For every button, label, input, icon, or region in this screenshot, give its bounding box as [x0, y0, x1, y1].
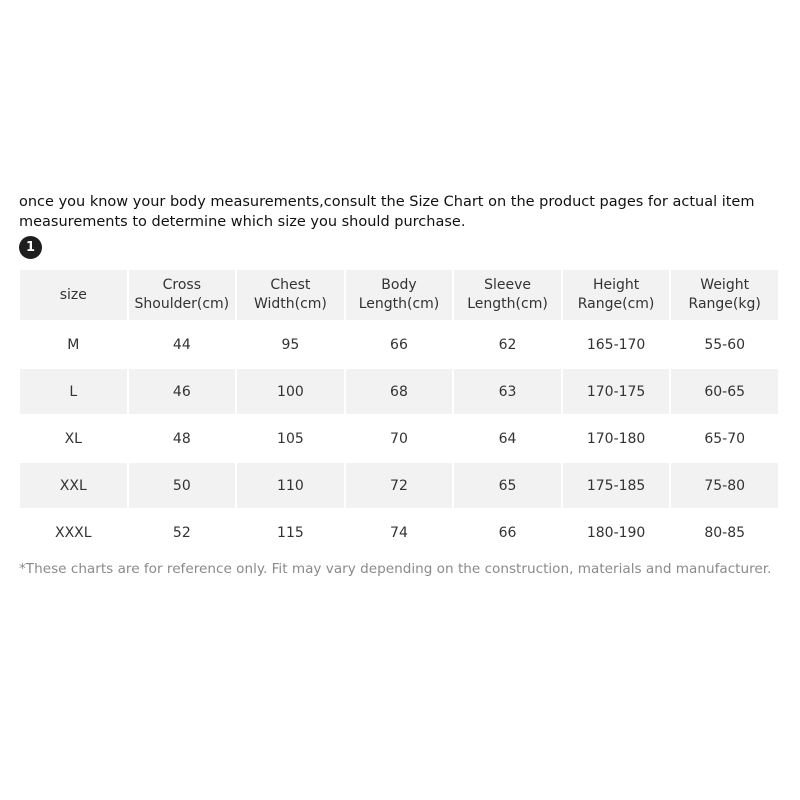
intro-text: once you know your body measurements,consult the Size Chart on the product pages for actual item measurements to determine which size you should purchase.	[19, 194, 755, 230]
cell-body-length: 74	[390, 524, 408, 541]
cell-chest-width: 100	[237, 369, 344, 414]
cell-size: XXL	[20, 463, 127, 508]
cell-height-range: 180-190	[586, 524, 646, 541]
cell-weight-range: 80-85	[704, 524, 746, 541]
header-height-range: Height Range(cm)	[563, 270, 670, 320]
cell-weight-range: 60-65	[671, 369, 778, 414]
cell-chest-width: 105	[277, 430, 304, 447]
cell-chest-width: 95	[281, 336, 300, 353]
cell-sleeve-length: 62	[498, 336, 517, 353]
table-row	[20, 369, 778, 414]
header-size: size	[20, 270, 127, 320]
cell-height-range: 170-180	[586, 430, 646, 447]
table-row	[20, 510, 778, 555]
cell-sleeve-length: 64	[498, 430, 517, 447]
cell-sleeve-length: 65	[454, 463, 561, 508]
cell-body-length: 70	[390, 430, 408, 447]
table-row	[20, 322, 778, 367]
header-body-length: Body Length(cm)	[346, 270, 453, 320]
cell-weight-range: 75-80	[671, 463, 778, 508]
cell-sleeve-length: 63	[454, 369, 561, 414]
cell-size: XXXL	[54, 524, 92, 541]
cell-height-range: 165-170	[586, 336, 646, 353]
size-chart-table	[18, 268, 780, 557]
cell-sleeve-length: 66	[498, 524, 517, 541]
header-sleeve-length: Sleeve Length(cm)	[454, 270, 561, 320]
cell-height-range: 175-185	[563, 463, 670, 508]
header-cross-shoulder: Cross Shoulder(cm)	[129, 270, 236, 320]
cell-weight-range: 55-60	[704, 336, 746, 353]
cell-cross-shoulder: 44	[172, 336, 191, 353]
cell-size: L	[20, 369, 127, 414]
table-header-row	[20, 270, 778, 320]
cell-size: XL	[64, 430, 82, 447]
table-row	[20, 416, 778, 461]
cell-cross-shoulder: 52	[172, 524, 191, 541]
cell-weight-range: 65-70	[704, 430, 746, 447]
cell-body-length: 66	[390, 336, 408, 353]
table-row	[20, 463, 778, 508]
cell-body-length: 72	[346, 463, 453, 508]
cell-cross-shoulder: 50	[129, 463, 236, 508]
header-weight-range: Weight Range(kg)	[671, 270, 778, 320]
cell-body-length: 68	[346, 369, 453, 414]
step-number-badge: 1	[19, 236, 42, 259]
header-chest-width: Chest Width(cm)	[237, 270, 344, 320]
cell-size: M	[67, 336, 80, 353]
cell-chest-width: 110	[237, 463, 344, 508]
cell-chest-width: 115	[277, 524, 304, 541]
disclaimer-footnote: *These charts are for reference only. Fit may vary depending on the construction, materials and manufacturer.	[19, 561, 772, 577]
cell-cross-shoulder: 48	[172, 430, 191, 447]
cell-cross-shoulder: 46	[129, 369, 236, 414]
cell-height-range: 170-175	[563, 369, 670, 414]
